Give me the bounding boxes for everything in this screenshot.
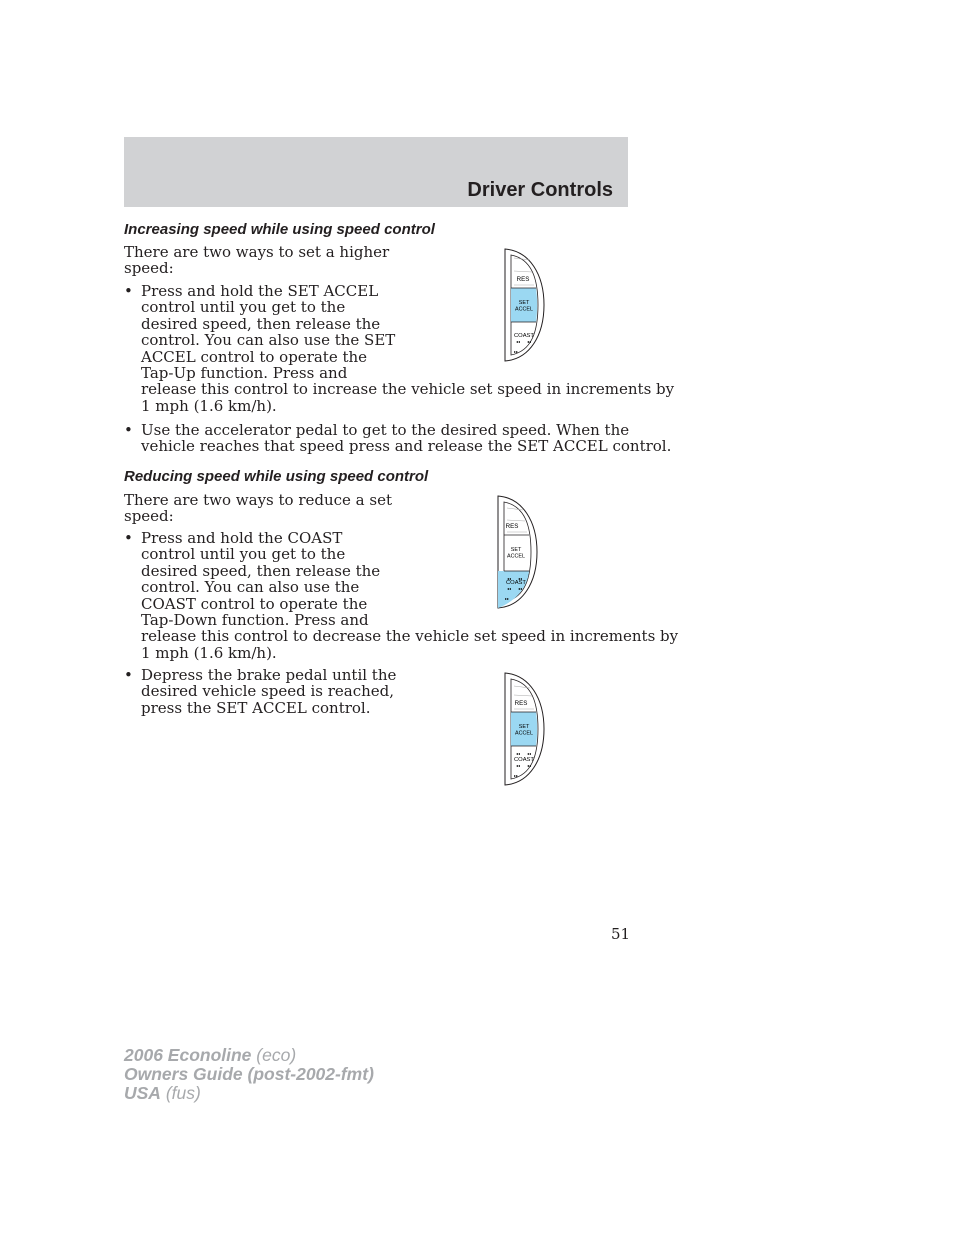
coast-label: COAST <box>506 580 526 586</box>
speed-control-buttons-figure <box>502 247 550 363</box>
arrow-icon: ◂◂ <box>516 339 521 344</box>
bullet-line: release this control to increase the vehicle set speed in increments by <box>141 380 675 399</box>
page-number: 51 <box>611 925 631 943</box>
accel-label: ACCEL <box>515 730 533 737</box>
speed-control-buttons-figure <box>495 494 543 610</box>
coast-label: COAST <box>514 333 534 339</box>
arrow-icon: ◂◂ <box>516 763 521 768</box>
bullet-line: desired speed, then release the <box>141 314 381 333</box>
bullet-symbol: • <box>124 421 133 439</box>
bullet-line: Tap-Up function. Press and <box>141 364 348 382</box>
arrow-icon: ▸▸ <box>505 596 510 601</box>
arrow-icon: ▸▸ <box>514 773 519 778</box>
accel-label: ACCEL <box>507 553 525 560</box>
footer-model-code: (eco) <box>251 1045 297 1065</box>
arrow-icon: ◂◂ <box>518 586 523 591</box>
footer-model: 2006 Econoline <box>124 1045 252 1065</box>
bullet-line: 1 mph (1.6 km/h). <box>141 396 277 415</box>
bullet-line: press the SET ACCEL control. <box>141 698 371 717</box>
intro-line: There are two ways to set a higher <box>124 243 390 261</box>
bullet-line: desired speed, then release the <box>141 561 381 580</box>
bullet-line: control. You can also use the SET <box>141 331 396 350</box>
bullet-symbol: • <box>124 282 133 300</box>
arrow-icon: ▸▸ <box>514 349 519 354</box>
header-band <box>124 137 628 207</box>
footer-region-code: (fus) <box>160 1083 201 1103</box>
bullet-symbol: • <box>124 529 133 547</box>
bullet-line: Press and hold the COAST <box>141 529 343 547</box>
bullet-line: Tap-Down function. Press and <box>141 611 369 629</box>
bullet-line: ACCEL control to operate the <box>141 347 368 366</box>
set-label: SET <box>518 300 530 306</box>
speed-control-buttons-figure <box>502 671 550 787</box>
arrow-icon: ◂◂ <box>527 763 532 768</box>
arrow-icon: ◂◂ <box>507 586 512 591</box>
bullet-line: 1 mph (1.6 km/h). <box>141 643 277 662</box>
accel-label: ACCEL <box>515 306 533 313</box>
page-title: Driver Controls <box>467 179 613 201</box>
footer-line-3 <box>124 1084 374 1103</box>
bullet-line: Depress the brake pedal until the <box>141 666 397 684</box>
bullet-line: COAST control to operate the <box>141 594 368 613</box>
arrow-icon: ◂◂ <box>507 576 512 581</box>
arrow-icon: ◂◂ <box>518 576 523 581</box>
arrow-icon: ◂◂ <box>516 751 521 756</box>
res-label: RES <box>505 523 519 530</box>
set-label: SET <box>510 547 522 553</box>
intro-line: There are two ways to reduce a set <box>124 491 393 509</box>
arrow-icon: ◂◂ <box>527 339 532 344</box>
bullet-line: control. You can also use the <box>141 578 360 597</box>
bullet-line: Press and hold the SET ACCEL <box>141 282 379 300</box>
bullet-line: control until you get to the <box>141 298 346 317</box>
section-heading-reducing: Reducing speed while using speed control <box>124 468 429 485</box>
footer <box>124 1046 374 1103</box>
bullet-line: release this control to decrease the vehicle set speed in increments by <box>141 627 679 646</box>
arrow-icon: ◂◂ <box>527 751 532 756</box>
intro-line: speed: <box>124 259 174 278</box>
bullet-line: desired vehicle speed is reached, <box>141 682 395 701</box>
section-heading-increasing: Increasing speed while using speed control <box>124 221 435 238</box>
bullet-line: vehicle reaches that speed press and release the SET ACCEL control. <box>141 437 672 456</box>
bullet-line: control until you get to the <box>141 545 346 564</box>
footer-region: USA <box>124 1083 161 1103</box>
footer-line-1 <box>124 1046 374 1065</box>
set-label: SET <box>518 724 530 730</box>
bullet-symbol: • <box>124 666 133 684</box>
footer-line-2 <box>124 1065 374 1084</box>
bullet-line: Use the accelerator pedal to get to the desired speed. When the <box>141 421 630 439</box>
res-label: RES <box>516 276 530 283</box>
footer-guide: Owners Guide (post-2002-fmt) <box>124 1064 374 1084</box>
intro-line: speed: <box>124 507 174 526</box>
coast-label: COAST <box>514 757 534 763</box>
res-label: RES <box>514 700 528 707</box>
